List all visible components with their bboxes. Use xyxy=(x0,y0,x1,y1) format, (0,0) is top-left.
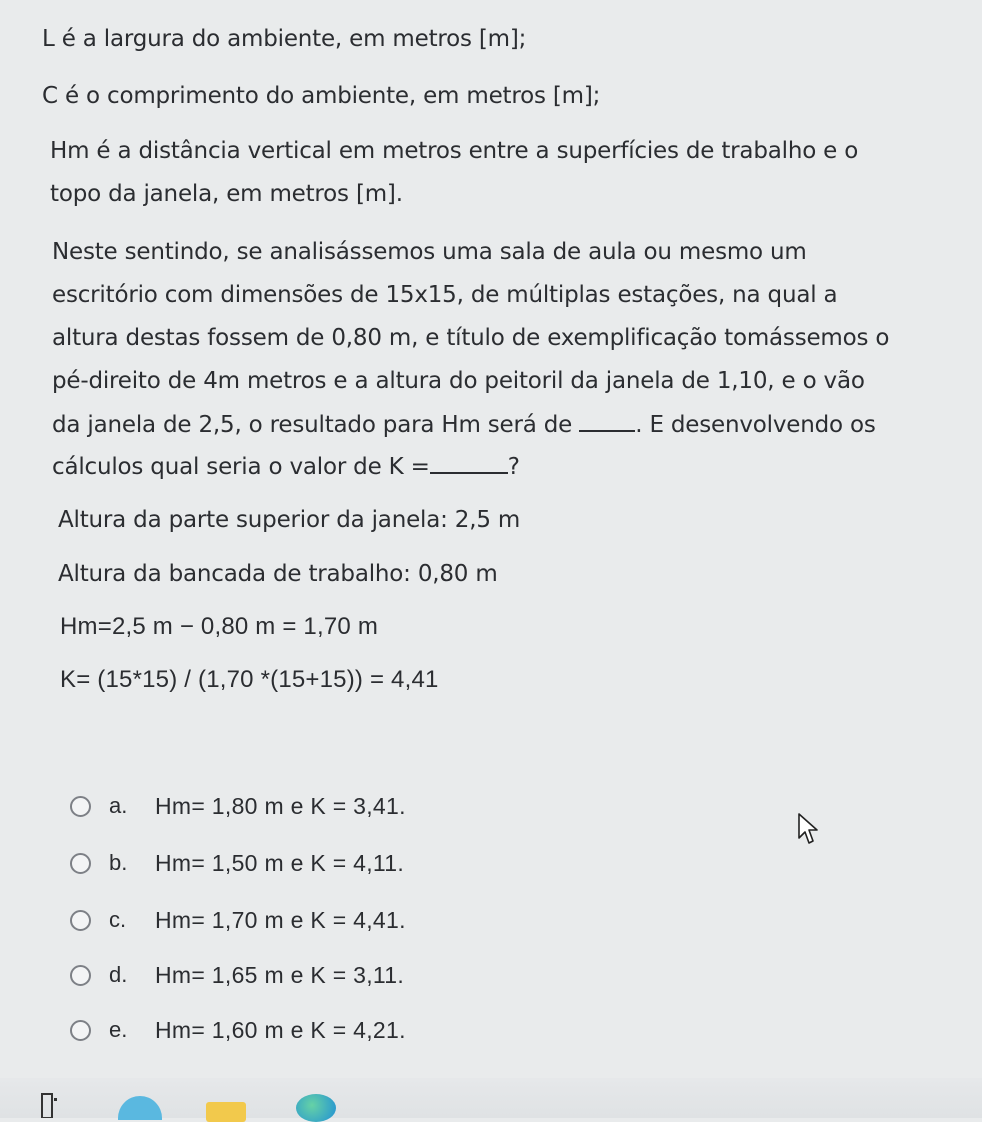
taskbar xyxy=(0,1078,982,1118)
radio-button[interactable] xyxy=(70,965,91,986)
question-line4: pé-direito de 4m metros e a altura do peitoril da janela de 1,10, e o vão xyxy=(52,368,865,394)
option-letter: e. xyxy=(109,1017,128,1042)
question-line5 xyxy=(52,410,876,438)
option-letter: d. xyxy=(109,962,128,987)
option-a[interactable] xyxy=(70,786,406,826)
taskbar-folder-icon[interactable] xyxy=(206,1102,246,1122)
question-line6 xyxy=(52,452,520,480)
definition-l: L é a largura do ambiente, em metros [m]; xyxy=(42,26,527,52)
work-k-calculation: K= (15*15) / (1,70 *(15+15)) = 4,41 xyxy=(60,666,439,693)
option-e[interactable] xyxy=(70,1010,406,1050)
answer-blank-k xyxy=(430,452,508,474)
definition-hm-line2: topo da janela, em metros [m]. xyxy=(50,181,403,207)
taskbar-app-icon[interactable] xyxy=(40,1090,62,1118)
question-line6-end: ? xyxy=(507,454,520,480)
question-line5-start: da janela de 2,5, o resultado para Hm será de xyxy=(52,412,580,438)
option-d[interactable] xyxy=(70,955,404,995)
definition-c: C é o comprimento do ambiente, em metros [m]; xyxy=(42,83,601,109)
answer-blank-hm xyxy=(579,410,635,432)
mouse-cursor-icon xyxy=(797,812,819,846)
work-window-height: Altura da parte superior da janela: 2,5 m xyxy=(58,507,521,533)
radio-button[interactable] xyxy=(70,910,91,931)
option-letter: b. xyxy=(109,850,128,875)
taskbar-weather-icon[interactable] xyxy=(118,1096,162,1120)
radio-button[interactable] xyxy=(70,796,91,817)
option-text: Hm= 1,50 m e K = 4,11. xyxy=(155,849,405,876)
radio-button[interactable] xyxy=(70,1020,91,1041)
question-line2: escritório com dimensões de 15x15, de múltiplas estações, na qual a xyxy=(52,282,838,308)
question-line6-start: cálculos qual seria o valor de K = xyxy=(52,454,430,480)
option-text: Hm= 1,80 m e K = 3,41. xyxy=(155,792,406,819)
work-bench-height: Altura da bancada de trabalho: 0,80 m xyxy=(58,561,498,587)
option-b[interactable] xyxy=(70,843,404,883)
question-line3: altura destas fossem de 0,80 m, e título de exemplificação tomássemos o xyxy=(52,325,890,351)
definition-hm-line1: Hm é a distância vertical em metros entre a superfícies de trabalho e o xyxy=(50,138,859,164)
option-c[interactable] xyxy=(70,900,406,940)
option-text: Hm= 1,70 m e K = 4,41. xyxy=(155,906,406,933)
question-line5-end: . E desenvolvendo os xyxy=(635,412,876,438)
option-letter: a. xyxy=(109,793,128,818)
option-text: Hm= 1,65 m e K = 3,11. xyxy=(155,961,405,988)
radio-button[interactable] xyxy=(70,853,91,874)
work-hm-calculation: Hm=2,5 m − 0,80 m = 1,70 m xyxy=(60,613,379,640)
option-letter: c. xyxy=(109,907,127,932)
question-line1: Neste sentindo, se analisássemos uma sala de aula ou mesmo um xyxy=(52,239,807,265)
option-text: Hm= 1,60 m e K = 4,21. xyxy=(155,1016,406,1043)
